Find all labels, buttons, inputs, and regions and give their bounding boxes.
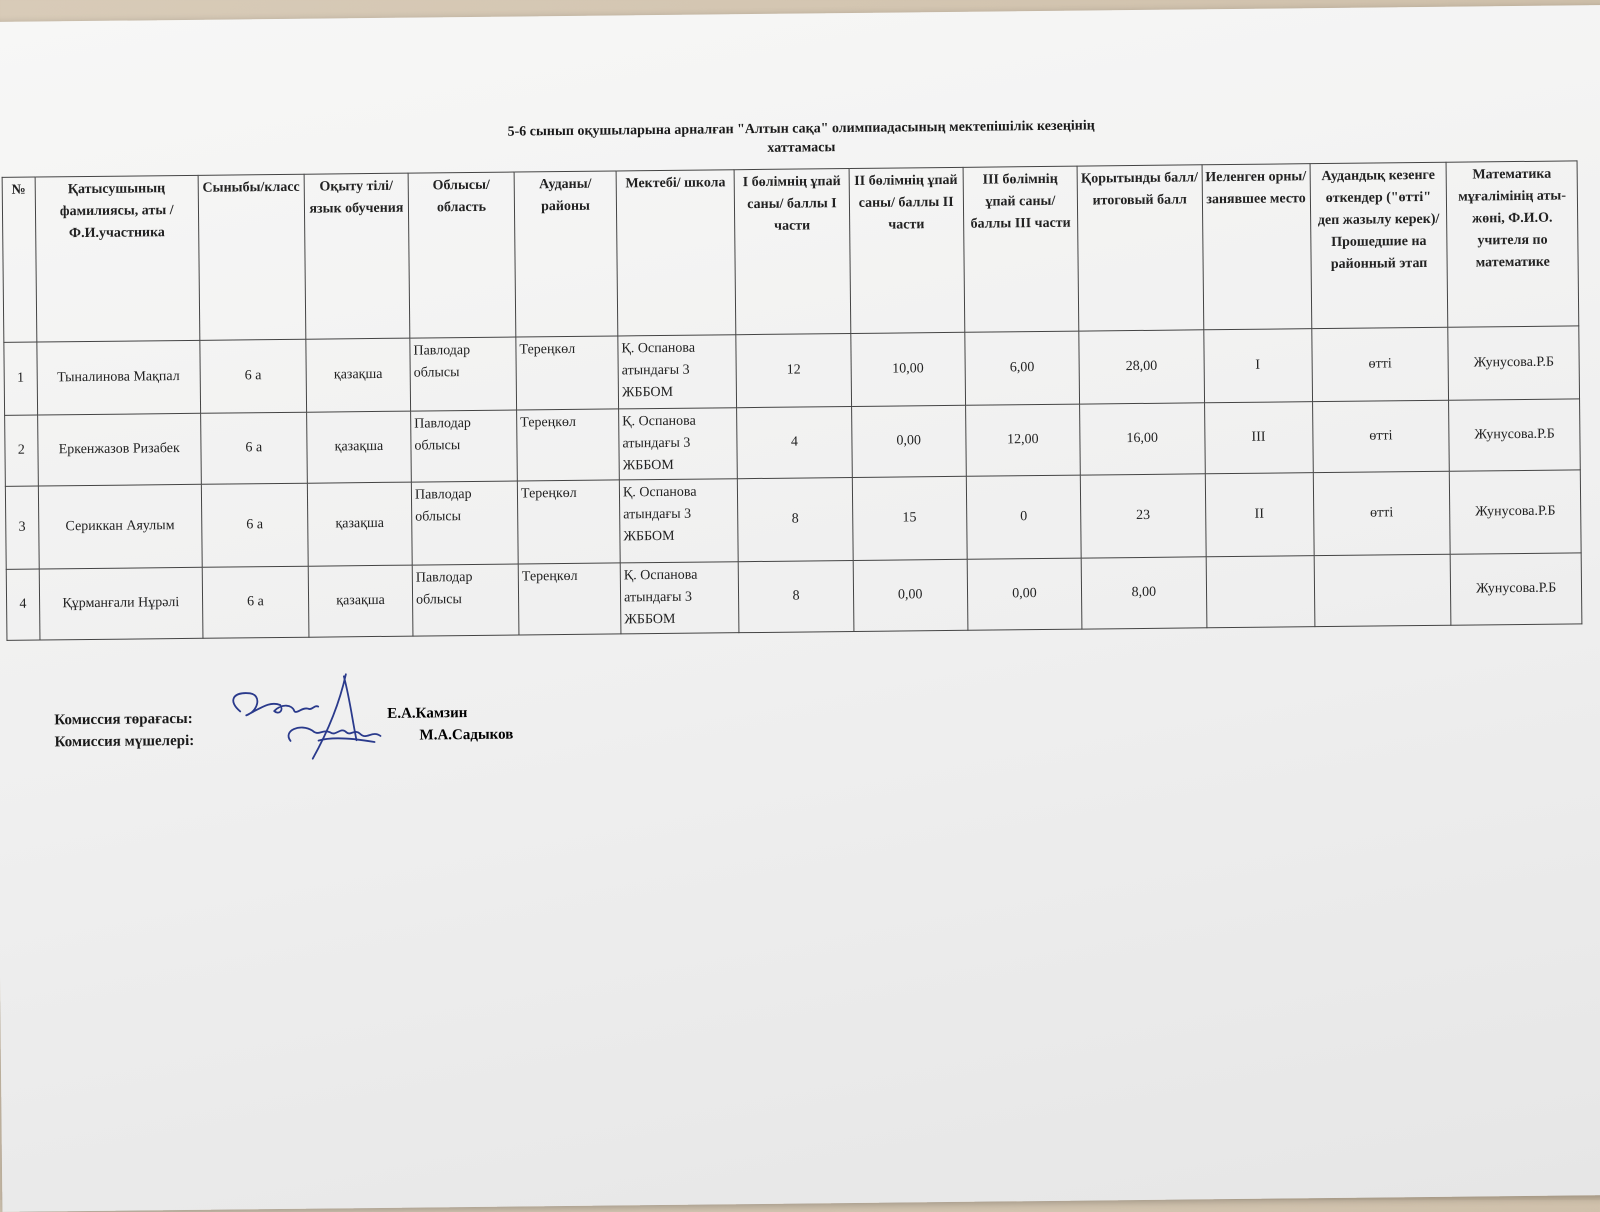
col-header-teacher: Математика мұғалімінің аты-жөні, Ф.И.О. учителя по математике (1446, 161, 1578, 327)
cell-region: Павлодар облысы (411, 481, 518, 565)
cell-language: қазақша (307, 411, 412, 483)
col-header-part2: ІІ бөлімнің ұпай саны/ баллы ІІ части (849, 167, 965, 333)
header-row (2, 161, 1579, 342)
cell-class: 6 а (200, 339, 307, 413)
cell-number: 2 (5, 415, 38, 486)
cell-passed: өтті (1313, 471, 1451, 555)
cell-part2: 0,00 (851, 405, 966, 477)
chair-name: Е.А.Камзин (387, 705, 468, 722)
cell-participant: Тыналинова Мақпал (36, 340, 200, 415)
cell-place: I (1203, 329, 1312, 403)
cell-passed (1314, 554, 1451, 626)
cell-participant: Сериккан Аяулым (38, 484, 202, 569)
cell-school: Қ. Оспанова атындағы 3 ЖББОМ (619, 479, 738, 563)
cell-place: II (1205, 473, 1314, 557)
cell-place: III (1204, 402, 1313, 474)
cell-part3: 0,00 (967, 558, 1082, 630)
col-header-district: Ауданы/ районы (514, 171, 618, 337)
title-line-1: 5-6 сынып оқушыларына арналған "Алтын сақа" олимпиадасының мектепішілік кезеңінің (507, 118, 1095, 140)
cell-part3: 6,00 (965, 331, 1080, 405)
col-header-participant: Қатысушының фамилиясы, аты /Ф.И.участника (35, 175, 200, 342)
cell-total: 28,00 (1079, 330, 1204, 404)
title-line-2: хаттамасы (767, 140, 836, 156)
cell-school: Қ. Оспанова атындағы 3 ЖББОМ (620, 562, 739, 634)
col-header-number: № (2, 177, 36, 342)
cell-number: 4 (6, 569, 39, 640)
cell-region: Павлодар облысы (412, 564, 519, 636)
cell-region: Павлодар облысы (410, 337, 517, 411)
col-header-class: Сыныбы/класс (198, 174, 306, 340)
cell-number: 1 (4, 342, 37, 415)
document-title (401, 115, 1201, 161)
col-header-passed: Аудандық кезенге өткендер ("өтті" деп жазылу керек)/ Прошедшие на районный этап (1310, 162, 1448, 328)
col-header-language: Оқыту тілі/ язык обучения (304, 173, 410, 339)
cell-teacher: Жунусова.Р.Б (1448, 326, 1579, 400)
cell-district: Тереңкөл (518, 563, 621, 635)
cell-total: 23 (1080, 474, 1205, 558)
cell-participant: Құрманғали Нұрәлі (39, 567, 203, 640)
cell-number: 3 (5, 486, 39, 569)
protocol-table (2, 160, 1583, 640)
cell-part1: 4 (737, 407, 852, 479)
cell-region: Павлодар облысы (411, 410, 518, 482)
col-header-region: Облысы/ область (408, 172, 516, 338)
member-name: М.А.Садыков (419, 726, 514, 744)
cell-total: 8,00 (1081, 557, 1206, 629)
cell-passed: өтті (1312, 400, 1449, 472)
col-header-school: Мектебі/ школа (616, 170, 736, 336)
cell-teacher: Жунусова.Р.Б (1450, 553, 1581, 625)
cell-district: Тереңкөл (516, 336, 619, 410)
cell-passed: өтті (1311, 327, 1448, 401)
table-row (6, 553, 1582, 640)
cell-part1: 12 (736, 334, 851, 408)
chair-label: Комиссия төрағасы: (54, 710, 193, 729)
cell-language: қазақша (306, 338, 411, 412)
cell-total: 16,00 (1080, 403, 1205, 475)
handwritten-signature (222, 670, 403, 764)
signature-labels (54, 708, 194, 753)
members-label: Комиссия мүшелері: (54, 732, 195, 751)
cell-part1: 8 (738, 477, 853, 561)
paper-sheet (0, 5, 1600, 1212)
col-header-part3: ІІІ бөлімнің ұпай саны/ баллы ІІІ части (963, 166, 1079, 332)
cell-district: Тереңкөл (517, 409, 620, 481)
cell-language: қазақша (308, 565, 413, 637)
cell-language: қазақша (307, 482, 412, 566)
col-header-total: Қорытынды балл/ итоговый балл (1077, 165, 1203, 331)
cell-class: 6 а (202, 566, 309, 638)
cell-part1: 8 (739, 560, 854, 632)
cell-class: 6 а (200, 412, 307, 484)
cell-school: Қ. Оспанова атындағы 3 ЖББОМ (619, 408, 738, 480)
cell-school: Қ. Оспанова атындағы 3 ЖББОМ (618, 335, 737, 409)
cell-part2: 0,00 (853, 559, 968, 631)
col-header-place: Иеленген орны/ занявшее место (1202, 164, 1312, 330)
cell-part2: 15 (852, 476, 967, 560)
cell-teacher: Жунусова.Р.Б (1449, 399, 1580, 471)
cell-teacher: Жунусова.Р.Б (1450, 470, 1582, 554)
cell-part3: 12,00 (965, 404, 1080, 476)
cell-district: Тереңкөл (517, 480, 620, 564)
cell-participant: Еркенжазов Ризабек (37, 413, 201, 486)
col-header-part1: І бөлімнің ұпай саны/ баллы І части (734, 169, 850, 335)
cell-class: 6 а (201, 483, 308, 567)
cell-part2: 10,00 (850, 332, 965, 406)
cell-part3: 0 (966, 475, 1081, 559)
cell-place (1206, 556, 1315, 628)
